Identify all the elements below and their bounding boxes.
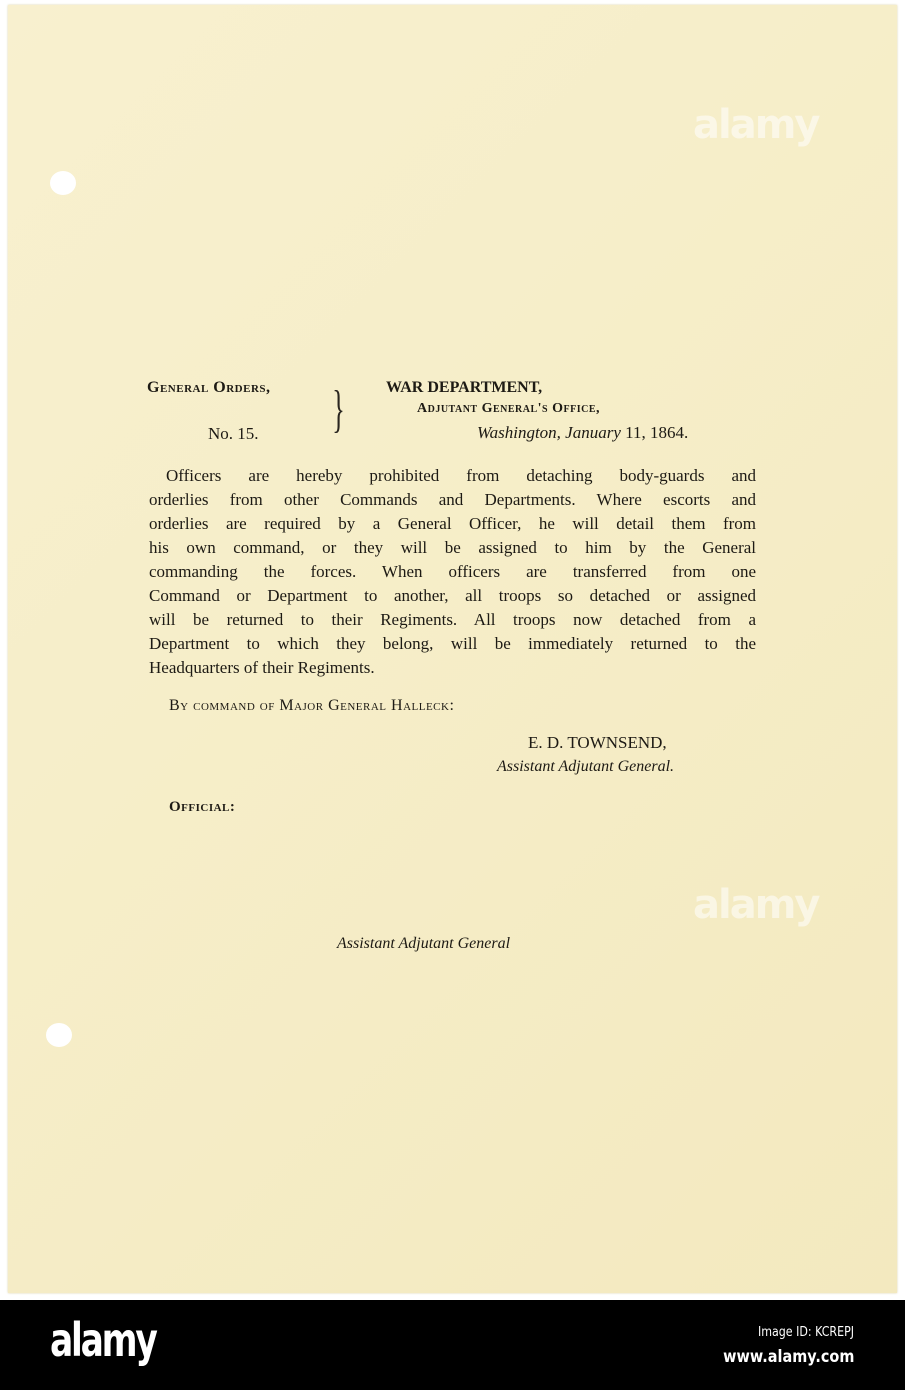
alamy-logo: alamy (50, 1313, 156, 1367)
signatory-name: E. D. TOWNSEND, (528, 733, 667, 752)
body-line: Department to which they belong, will be immediately returned to the (149, 634, 756, 653)
watermark: alamy (693, 882, 819, 928)
official-title: Assistant Adjutant General (337, 935, 511, 952)
punch-hole (50, 171, 76, 195)
body-line: Command or Department to another, all troops so detached or assigned (149, 586, 756, 605)
date-line (477, 423, 688, 443)
department-name: WAR DEPARTMENT, (386, 379, 543, 396)
orders-number: No. 15. (208, 424, 259, 443)
watermark: alamy (693, 102, 819, 148)
body-line: Headquarters of their Regiments. (149, 658, 375, 677)
image-id: Image ID: KCREPJ (757, 1325, 854, 1340)
office-name: Adjutant General's Office, (417, 401, 600, 416)
general-orders-label: General Orders, (147, 379, 271, 396)
place: Washington, January (477, 423, 621, 442)
command-line: By command of Major General Halleck: (169, 697, 455, 714)
punch-hole (46, 1023, 72, 1047)
official-label: Official: (169, 799, 236, 815)
body-line: orderlies are required by a General Officer, he will detail them from (149, 514, 756, 533)
body-line: orderlies from other Commands and Departments. Where escorts and (149, 490, 756, 509)
brace: } (332, 381, 345, 438)
body-line: commanding the forces. When officers are transferred from one (149, 562, 756, 581)
signatory-title: Assistant Adjutant General. (497, 758, 675, 775)
website-link: www.alamy.com (722, 1347, 854, 1367)
body-line: will be returned to their Regiments. All troops now detached from a (149, 610, 756, 629)
date: 11, 1864. (625, 423, 689, 442)
body-line: Officers are hereby prohibited from detaching body-guards and (166, 466, 756, 485)
body-line: his own command, or they will be assigned to him by the General (149, 538, 756, 557)
